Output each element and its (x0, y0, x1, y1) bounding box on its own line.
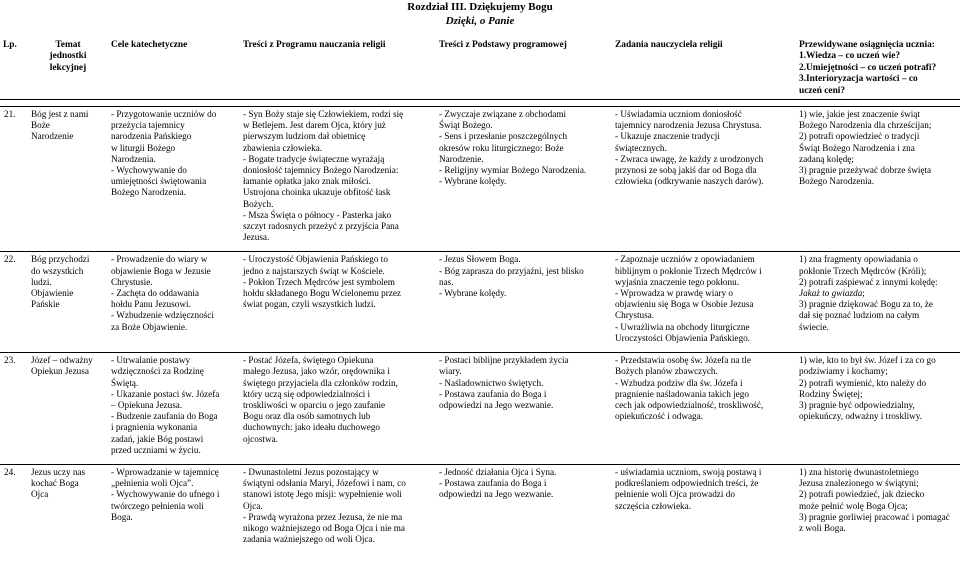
outcome-text: 1) zna fragmenty opowiadania o pokłonie Trzech Mędrców (Króli); 2) potrafi zaśpiewać z innymi kolędę: (799, 254, 938, 287)
carol-title: Jakaż to gwiazda (799, 288, 863, 299)
expected-outcomes: 1) wie, jakie jest znaczenie świąt Bożego Narodzenia dla chrześcijan; 2) potrafi opowiedzieć o tradycji Świąt Bożego Narodzenia i zna zadaną kolędę; 3) pragnie przeżywać dobrze święta Bożego Narodzenia. (796, 107, 960, 246)
teacher-tasks: - Zapoznaje uczniów z opowiadaniem biblijnym o pokłonie Trzech Mędrców i wyjaśnia znaczenie tego pokłonu. - Wprowadza w prawdę wiary o objawieniu się Boga w Osobie Jezusa Chrystusa. - Uwrażliwia na obchody liturgiczne Uroczystości Objawienia Pańskiego. (612, 252, 796, 346)
col-header-zadania: Zadania nauczyciela religii (612, 38, 796, 100)
row-number: 24. (0, 464, 28, 547)
table-header-row (0, 38, 960, 100)
lesson-plan-table (0, 38, 960, 547)
col-header-lp: Lp. (0, 38, 28, 100)
program-content: - Uroczystość Objawienia Pańskiego to jedno z najstarszych świąt w Kościele. - Pokłon Trzech Mędrców jest symbolem hołdu składanego Bogu Wcielonemu przez świat pogan, czyli wszystkich ludzi. (240, 252, 436, 346)
row-number: 23. (0, 353, 28, 458)
expected-outcomes: 1) zna historię dwunastoletniego Jezusa znalezionego w świątyni; 2) potrafi powiedzieć, jak dziecko może pełnić wolę Boga Ojca; 3) pragnie gorliwiej pracować i pomagać z woli Boga. (796, 464, 960, 547)
catechetical-goals: - Utrwalanie postawy wdzięczności za Rodzinę Świętą. - Ukazanie postaci św. Józefa – Opiekuna Jezusa. - Budzenie zaufania do Boga i pragnienia wykonania zadań, jakie Bóg postawi przed uczniami w życiu. (108, 353, 240, 458)
table-row (0, 107, 960, 246)
core-curriculum-content: - Jezus Słowem Boga. - Bóg zaprasza do przyjaźni, jest blisko nas. - Wybrane kolędy. (436, 252, 612, 346)
table-row (0, 464, 960, 547)
table-row (0, 252, 960, 346)
row-number: 21. (0, 107, 28, 246)
expected-outcomes (796, 252, 960, 346)
core-curriculum-content: - Jedność działania Ojca i Syna. - Postawa zaufania do Boga i odpowiedzi na Jego wezwanie. (436, 464, 612, 547)
chapter-subtitle: Dzięki, o Panie (445, 15, 515, 27)
core-curriculum-content: - Zwyczaje związane z obchodami Świąt Bożego. - Sens i przesłanie poszczególnych okresów roku liturgicznego: Boże Narodzenie. - Religijny wymiar Bożego Narodzenia. - Wybrane kolędy. (436, 107, 612, 246)
table-row (0, 353, 960, 458)
teacher-tasks: - Uświadamia uczniom doniosłość tajemnicy narodzenia Jezusa Chrystusa. - Ukazuje znaczenie tradycji świątecznych. - Zwraca uwagę, że każdy z urodzonych przynosi ze sobą jakiś dar od Boga dla człowieka (odkrywanie naszych darów). (612, 107, 796, 246)
teacher-tasks: - uświadamia uczniom, swoją postawą i podkreślaniem odpowiednich treści, że pełnienie woli Ojca prowadzi do szczęścia człowieka. (612, 464, 796, 547)
program-content: - Postać Józefa, świętego Opiekuna małego Jezusa, jako wzór, orędownika i świętego przyjaciela dla członków rodzin, który uczą się odpowiedzialności i troskliwości w oparciu o jego zaufanie Bogu oraz dla osób samotnych lub duchownych: jako ideału duchowego ojcostwa. (240, 353, 436, 458)
col-header-tresci-podstawy: Treści z Podstawy programowej (436, 38, 612, 100)
col-header-temat: Temat jednostki lekcyjnej (28, 38, 108, 100)
lesson-topic: Bóg jest z nami Boże Narodzenie (28, 107, 108, 246)
chapter-title: Rozdział III. Dziękujemy Bogu (407, 1, 553, 13)
row-number: 22. (0, 252, 28, 346)
teacher-tasks: - Przedstawia osobę św. Józefa na tle Bożych planów zbawczych. - Wzbudza podziw dla św. Józefa i pragnienie naśladowania takich jego cech jak odpowiedzialność, troskliwość, opiekuńczość i odwaga. (612, 353, 796, 458)
col-header-osiagniecia: Przewidywane osiągnięcia ucznia: 1.Wiedza – co uczeń wie? 2.Umiejętności – co uczeń potrafi? 3.Interioryzacja wartości – co uczeń ceni? (796, 38, 960, 100)
program-content: - Syn Boży staje się Człowiekiem, rodzi się w Betlejem. Jest darem Ojca, który już pierwszym ludziom dał obietnicę zbawienia człowieka. - Bogate tradycje świąteczne wyrażają doniosłość tajemnicy Bożego Narodzenia: łamanie opłatka jako znak miłości. Ustrojona choinka ukazuje obfitość łask Bożych. - Msza Święta o północy - Pasterka jako szczyt radosnych przeżyć z przyjścia Pana Jezusa. (240, 107, 436, 246)
outcome-text: ; 3) pragnie dziękować Bogu za to, że dał się poznać ludziom na całym świecie. (799, 288, 933, 332)
catechetical-goals: - Prowadzenie do wiary w objawienie Boga w Jezusie Chrystusie. - Zachęta do oddawania hołdu Panu Jezusowi. - Wzbudzenie wdzięczności za Boże Objawienie. (108, 252, 240, 346)
lesson-topic: Józef – odważny Opiekun Jezusa (28, 353, 108, 458)
program-content: - Dwunastoletni Jezus pozostający w świątyni odsłania Maryi, Józefowi i nam, co stanowi istotę Jego misji: wypełnienie woli Ojca. - Prawdą wyrażona przez Jezusa, że nie ma nikogo ważniejszego od Boga Ojca i nie ma zadania ważniejszego od woli Ojca. (240, 464, 436, 547)
col-header-tresci-programu: Treści z Programu nauczania religii (240, 38, 436, 100)
catechetical-goals: - Wprowadzanie w tajemnicę „pełnienia woli Ojca”. - Wychowywanie do ufnego i twórczego pełnienia woli Boga. (108, 464, 240, 547)
col-header-cele: Cele katechetyczne (108, 38, 240, 100)
lesson-topic: Bóg przychodzi do wszystkich ludzi. Objawienie Pańskie (28, 252, 108, 346)
core-curriculum-content: - Postaci biblijne przykładem życia wiary. - Naśladownictwo świętych. - Postawa zaufania do Boga i odpowiedzi na Jego wezwanie. (436, 353, 612, 458)
catechetical-goals: - Przygotowanie uczniów do przeżycia tajemnicy narodzenia Pańskiego w liturgii Bożego Narodzenia. - Wychowywanie do umiejętności świętowania Bożego Narodzenia. (108, 107, 240, 246)
lesson-topic: Jezus uczy nas kochać Boga Ojca (28, 464, 108, 547)
expected-outcomes: 1) wie, kto to był św. Józef i za co go podziwiamy i kochamy; 2) potrafi wymienić, kto należy do Rodziny Świętej; 3) pragnie być odpowiedzialny, opiekuńczy, odważny i troskliwy. (796, 353, 960, 458)
